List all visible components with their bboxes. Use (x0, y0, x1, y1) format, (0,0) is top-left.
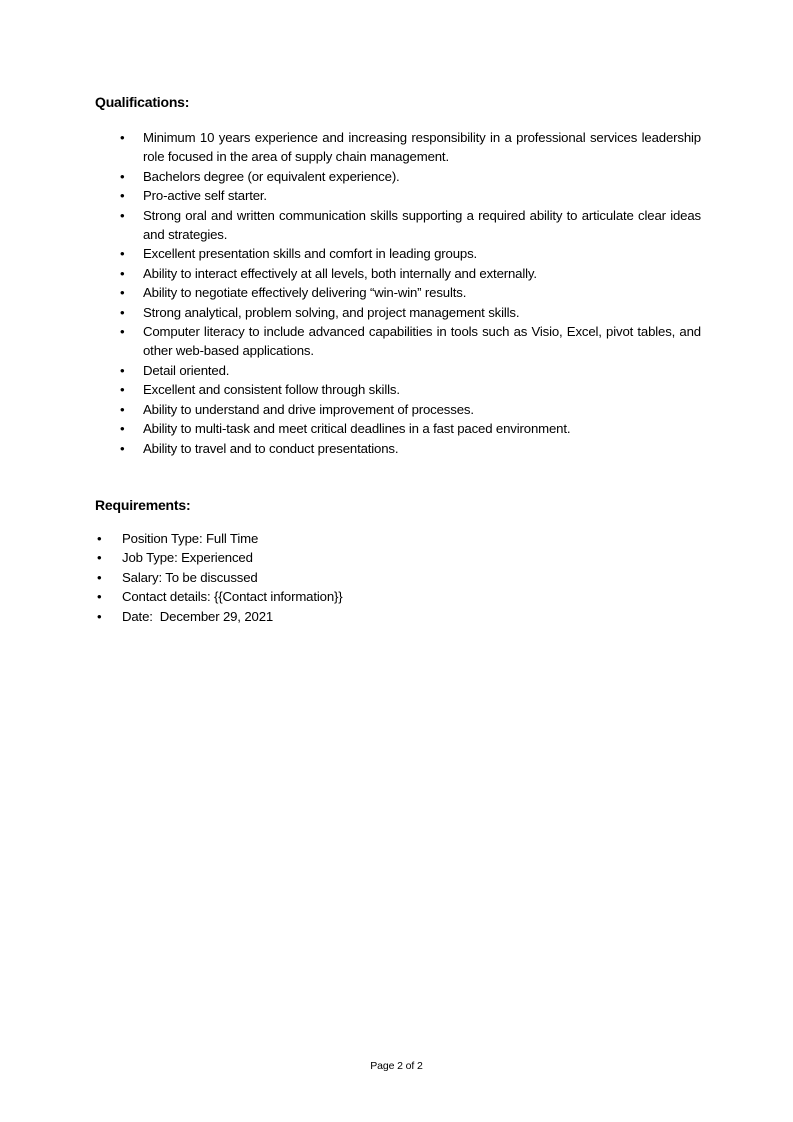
list-item-text: Excellent presentation skills and comfort in leading groups. (143, 246, 478, 262)
bullet-marker: • (120, 440, 125, 456)
list-item-text: Computer literacy to include advanced capabilities in tools such as Visio, Excel, pivot tables, and other web-based applications. (143, 324, 701, 359)
list-item (95, 128, 701, 167)
list-item-text: Ability to travel and to conduct presentations. (143, 440, 399, 456)
bullet-marker: • (120, 207, 125, 223)
bullet-marker: • (120, 285, 125, 301)
list-item (95, 303, 701, 322)
bullet-marker: • (120, 265, 125, 281)
list-item (95, 380, 701, 399)
page-footer (0, 1059, 793, 1073)
requirements-heading: Requirements: (95, 496, 191, 513)
list-item-text: Detail oriented. (143, 362, 230, 378)
bullet-marker: • (97, 550, 102, 566)
list-item-text: Minimum 10 years experience and increasing responsibility in a professional services leadership role focused in the area of supply chain management. (143, 130, 701, 165)
document-content (95, 93, 701, 626)
requirements-section (95, 496, 701, 626)
qualifications-section (95, 93, 701, 458)
list-item-text: Ability to multi-task and meet critical deadlines in a fast paced environment. (143, 421, 571, 437)
list-item-text: Strong oral and written communication skills supporting a required ability to articulate clear ideas and strategies. (143, 207, 701, 243)
list-item (95, 206, 701, 245)
bullet-marker: • (120, 382, 125, 398)
bullet-marker: • (120, 246, 125, 262)
list-item-text: Date: December 29, 2021 (122, 608, 274, 624)
bullet-marker: • (120, 304, 125, 320)
qualifications-list (95, 128, 701, 458)
list-item-text: Strong analytical, problem solving, and project management skills. (143, 304, 520, 320)
list-item (95, 167, 701, 186)
list-item (95, 439, 701, 458)
list-item (95, 400, 701, 419)
list-item (95, 244, 701, 263)
bullet-marker: • (120, 324, 125, 340)
bullet-marker: • (120, 362, 125, 378)
list-item (95, 548, 701, 567)
bullet-marker: • (97, 608, 102, 624)
list-item (95, 568, 701, 587)
list-item-text: Ability to understand and drive improvement of processes. (143, 401, 474, 417)
list-item (95, 186, 701, 205)
list-item-text: Excellent and consistent follow through skills. (143, 382, 400, 398)
list-item-text: Job Type: Experienced (122, 550, 253, 566)
bullet-marker: • (120, 130, 125, 145)
list-item-text: Contact details: {{Contact information}} (122, 589, 343, 605)
list-item (95, 419, 701, 438)
list-item-text: Pro-active self starter. (143, 188, 267, 204)
list-item (95, 607, 701, 626)
list-item-text: Ability to negotiate effectively delivering “win-win” results. (143, 285, 467, 301)
list-item (95, 264, 701, 283)
bullet-marker: • (97, 589, 102, 605)
bullet-marker: • (97, 569, 102, 585)
list-item-text: Position Type: Full Time (122, 530, 259, 546)
bullet-marker: • (120, 421, 125, 437)
bullet-marker: • (97, 530, 102, 546)
qualifications-heading: Qualifications: (95, 94, 190, 110)
list-item (95, 361, 701, 380)
list-item (95, 283, 701, 302)
bullet-marker: • (120, 188, 125, 204)
list-item-text: Ability to interact effectively at all levels, both internally and externally. (143, 265, 537, 281)
list-item (95, 322, 701, 361)
page-number: Page 2 of 2 (370, 1060, 423, 1072)
list-item-text: Salary: To be discussed (122, 569, 258, 585)
list-item (95, 529, 701, 548)
list-item-text: Bachelors degree (or equivalent experience). (143, 168, 400, 184)
bullet-marker: • (120, 401, 125, 417)
requirements-list (95, 529, 701, 626)
list-item (95, 587, 701, 606)
bullet-marker: • (120, 168, 125, 184)
